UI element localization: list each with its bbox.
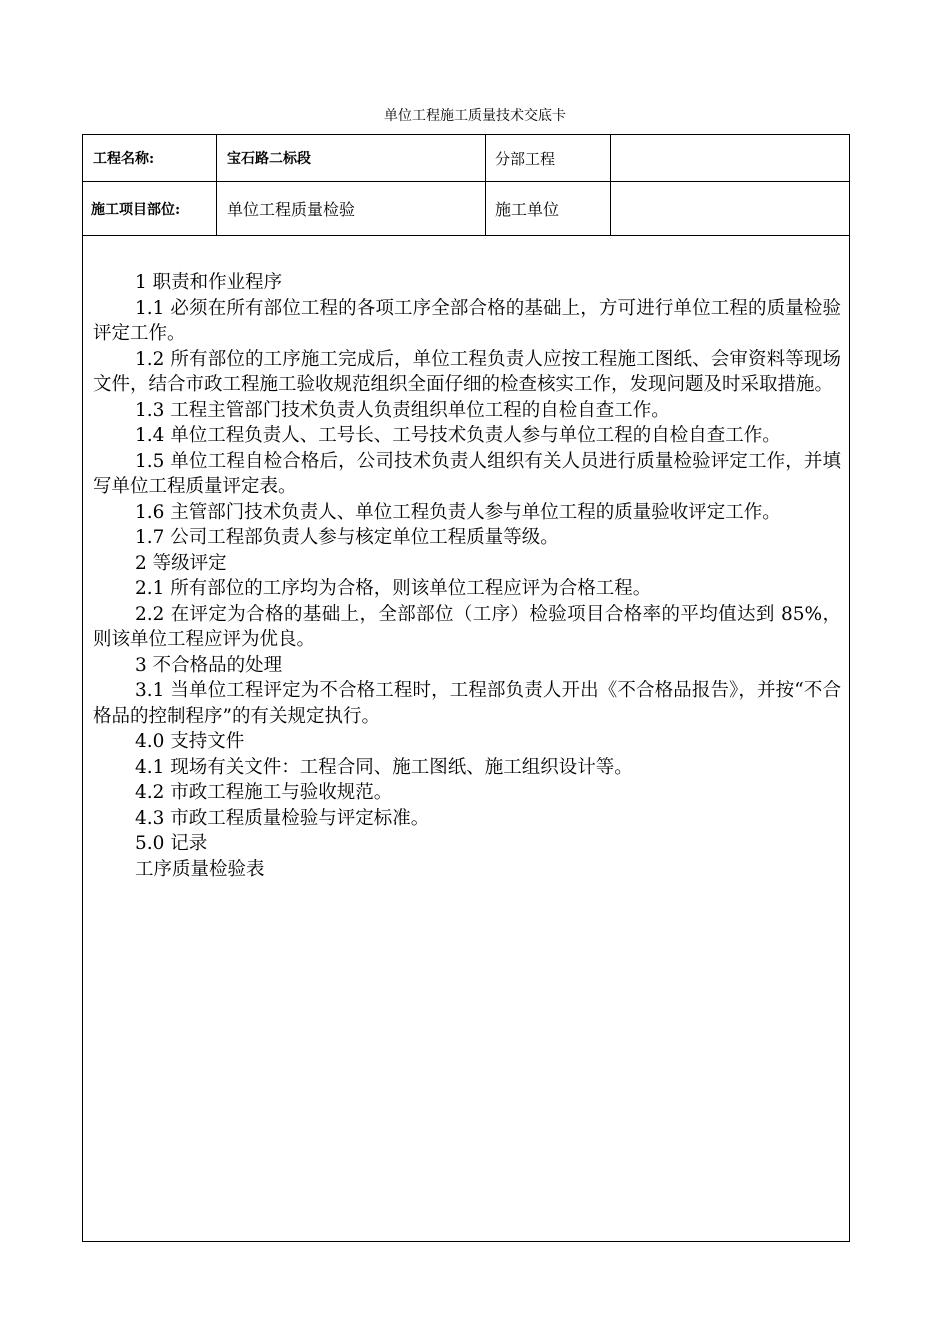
construction-unit-label: 施工单位 xyxy=(495,200,560,219)
column-divider xyxy=(610,135,611,235)
sub-project-label: 分部工程 xyxy=(495,149,556,168)
construction-part-value: 单位工程质量检验 xyxy=(227,200,356,219)
content-paragraph: 1.1 必须在所有部位工程的各项工序全部合格的基础上，方可进行单位工程的质量检验评定工作。 xyxy=(93,297,841,344)
content-paragraph: 5.0 记录 xyxy=(135,833,208,854)
content-paragraph: 4.1 现场有关文件：工程合同、施工图纸、施工组织设计等。 xyxy=(135,756,633,778)
content-paragraph: 4.2 市政工程施工与验收规范。 xyxy=(135,782,393,803)
content-paragraph: 1 职责和作业程序 xyxy=(135,272,283,293)
document-title: 单位工程施工质量技术交底卡 xyxy=(384,108,566,124)
project-name-label: 工程名称: xyxy=(93,151,155,167)
header-body-divider xyxy=(83,235,849,236)
sub-project-value xyxy=(620,135,845,181)
content-paragraph: 3 不合格品的处理 xyxy=(135,654,283,676)
project-name-value: 宝石路二标段 xyxy=(227,151,311,167)
content-paragraph: 1.6 主管部门技术负责人、单位工程负责人参与单位工程的质量验收评定工作。 xyxy=(135,501,781,523)
construction-part-label: 施工项目部位: xyxy=(91,201,181,218)
content-paragraph: 1.3 工程主管部门技术负责人负责组织单位工程的自检自查工作。 xyxy=(135,399,670,421)
content-paragraph: 4.0 支持文件 xyxy=(135,731,245,752)
content-paragraph: 工序质量检验表 xyxy=(135,858,265,880)
content-paragraph: 4.3 市政工程质量检验与评定标准。 xyxy=(135,807,430,829)
column-divider xyxy=(216,135,217,235)
content-paragraph: 2.1 所有部位的工序均为合格，则该单位工程应评为合格工程。 xyxy=(135,578,652,599)
content-paragraph: 1.4 单位工程负责人、工号长、工号技术负责人参与单位工程的自检自查工作。 xyxy=(135,425,781,446)
content-paragraph: 1.5 单位工程自检合格后，公司技术负责人组织有关人员进行质量检验评定工作，并填写单位工程质量评定表。 xyxy=(93,450,841,497)
content-paragraph: 1.7 公司工程部负责人参与核定单位工程质量等级。 xyxy=(135,527,559,548)
disclosure-content xyxy=(93,270,841,882)
content-paragraph: 2 等级评定 xyxy=(135,552,227,574)
construction-unit-value xyxy=(620,182,845,235)
column-divider xyxy=(485,135,486,235)
content-paragraph: 1.2 所有部位的工序施工完成后，单位工程负责人应按工程施工图纸、会审资料等现场文件，结合市政工程施工验收规范组织全面仔细的检查核实工作，发现问题及时采取措施。 xyxy=(93,348,841,395)
content-paragraph: 2.2 在评定为合格的基础上，全部部位（工序）检验项目合格率的平均值达到 85%，则该单位工程应评为优良。 xyxy=(93,603,841,650)
content-paragraph: 3.1 当单位工程评定为不合格工程时，工程部负责人开出《不合格品报告》，并按“不合格品的控制程序”的有关规定执行。 xyxy=(93,680,841,727)
disclosure-card xyxy=(82,134,850,1242)
